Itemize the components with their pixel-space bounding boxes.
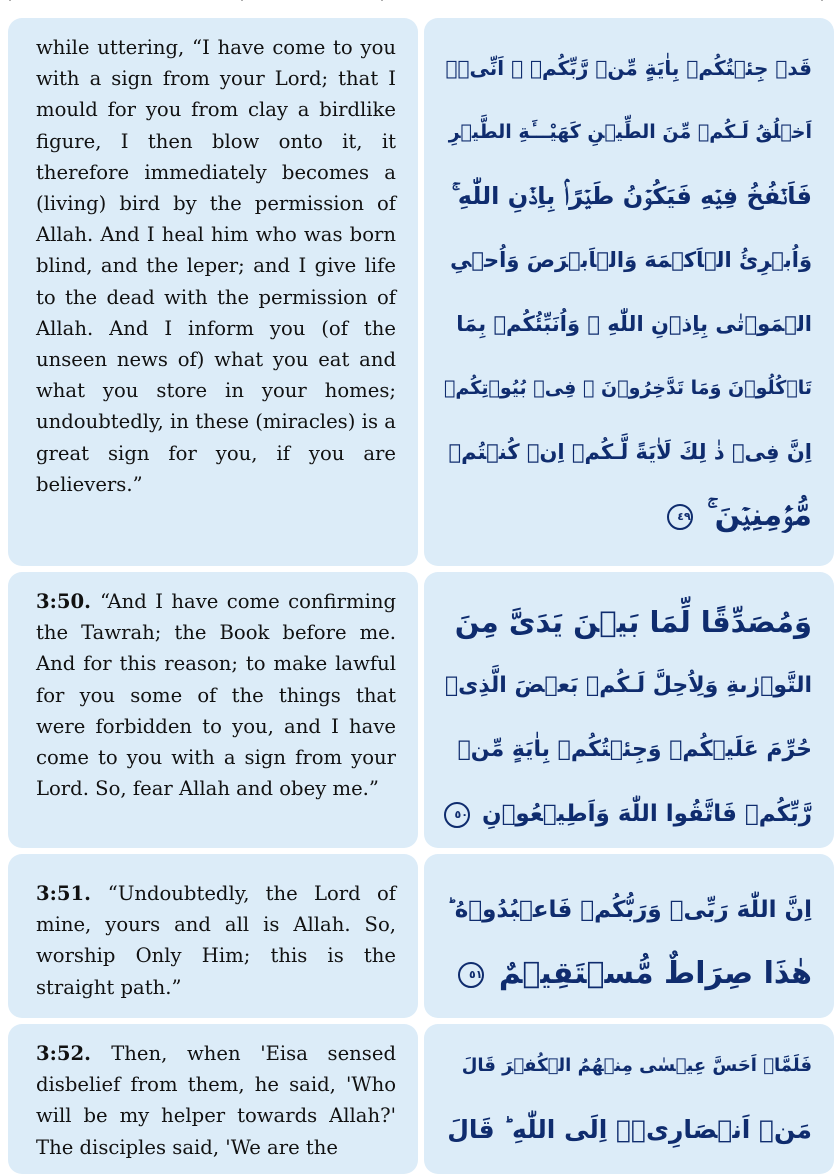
- verse-reference: 3:52.: [36, 1042, 112, 1065]
- arabic-line: قَدۡ جِئۡتُكُمۡ بِاٰيَةٍ مِّنۡ رَّبِّكُمۡ ۙ اَنِّىۡۤ: [445, 56, 812, 80]
- arabic-line: فَاَنۡفُخُ فِيۡهِ فَيَكُوۡنُ طَيۡرًاۢ بِاِذۡنِ اللّٰهِ ۚ: [451, 182, 812, 210]
- translation-text: “And I have come confirming the Tawrah; the Book before me. And for this reason; to make lawful for you some of the things that were forbidden to you, and I have come to you with a sign from your Lord. So, fear Allah and obey me.”: [36, 590, 396, 801]
- arabic-line-last: [444, 484, 812, 548]
- arabic-box-3-49: [424, 18, 834, 566]
- translation-text: Then, when 'Eisa sensed disbelief from them, he said, 'Who will be my helper towards Allah?' The disciples said, 'We are the: [36, 1042, 396, 1159]
- arabic-line: حُرِّمَ عَلَيۡكُمۡ وَجِئۡتُكُمۡ بِاٰيَةٍ مِّنۡ: [457, 737, 812, 762]
- arabic-line-last: [444, 782, 812, 846]
- translation-box-3-51: [8, 854, 418, 1018]
- arabic-line-text: مُّؤۡمِنِيۡنَ ۚ: [707, 498, 812, 533]
- arabic-box-3-51: [424, 854, 834, 1018]
- arabic-line-text: رَّبِّكُمۡ فَاتَّقُوا اللّٰهَ وَاَطِيۡعُوۡنِ: [481, 801, 812, 827]
- arabic-line: مَنۡ اَنۡصَارِىۡۤ اِلَى اللّٰهِ ؕ قَالَ: [447, 1115, 812, 1144]
- verse-end-marker: ٤٩: [667, 504, 693, 530]
- arabic-line: التَّوۡرٰٮةِ وَلِاُحِلَّ لَـكُمۡ بَعۡضَ الَّذِىۡ: [444, 673, 812, 698]
- arabic-line: وَمُصَدِّقًا لِّمَا بَيۡنَ يَدَىَّ مِنَ: [454, 605, 812, 639]
- translation-box-3-52: [8, 1024, 418, 1174]
- translation-text: “Undoubtedly, the Lord of mine, yours and all is Allah. So, worship Only Him; this is the straight path.”: [36, 882, 396, 999]
- translation-box-3-49: [8, 18, 418, 566]
- arabic-line: الۡمَوۡتٰى بِاِذۡنِ اللّٰهِ ۚ وَاُنَبِّئُكُمۡ بِمَا: [456, 312, 812, 336]
- arabic-line: اَخۡلُقُ لَـكُمۡ مِّنَ الطِّيۡنِ كَهَیْـــَٔةِ الطَّيۡرِ: [448, 121, 812, 143]
- arabic-box-3-52: [424, 1024, 834, 1174]
- arabic-line-text: هٰذَا صِرَاطٌ مُّسۡتَقِيۡمٌ: [498, 956, 812, 991]
- verse-end-marker: ٥٠: [444, 802, 470, 828]
- arabic-line: تَاۡكُلُوۡنَ وَمَا تَدَّخِرُوۡنَ ۙ فِىۡ بُيُوۡتِكُمۡ: [444, 377, 812, 399]
- translation-box-3-50: [8, 572, 418, 848]
- translation-text: while uttering, “I have come to you with a sign from your Lord; that I mould for you from clay a birdlike figure, I then blow onto it, it therefore immediately becomes a (living) bird by the permission of Allah. And I heal him who was born blind, and the leper; and I give life to the dead with the permission of Allah. And I inform you (of the unseen news of) what you eat and what you store in your homes; undoubtedly, in these (miracles) is a great sign for you, if you are believers.”: [36, 36, 396, 496]
- arabic-line: وَاُبۡرِئُ الۡاَكۡمَهَ وَالۡاَبۡرَصَ وَاُحۡىِ: [450, 248, 812, 272]
- arabic-box-3-50: [424, 572, 834, 848]
- verse-reference: 3:51.: [36, 882, 108, 905]
- arabic-line: اِنَّ اللّٰهَ رَبِّىۡ وَرَبُّكُمۡ فَاعۡبُدُوۡهُ ؕ: [446, 897, 812, 923]
- verse-end-marker: ٥١: [458, 962, 484, 988]
- arabic-line: فَلَمَّاۤ اَحَسَّ عِيۡسٰى مِنۡهُمُ الۡكُفۡرَ قَالَ: [461, 1055, 812, 1076]
- top-edge-ornament: [0, 0, 834, 6]
- verse-grid: [8, 18, 826, 1174]
- arabic-line: اِنَّ فِىۡ ذٰ لِكَ لَاٰيَةً لَّـكُمۡ اِنۡ كُنۡتُمۡ: [448, 440, 812, 464]
- verse-reference: 3:50.: [36, 590, 100, 613]
- arabic-line-last: [444, 942, 812, 1006]
